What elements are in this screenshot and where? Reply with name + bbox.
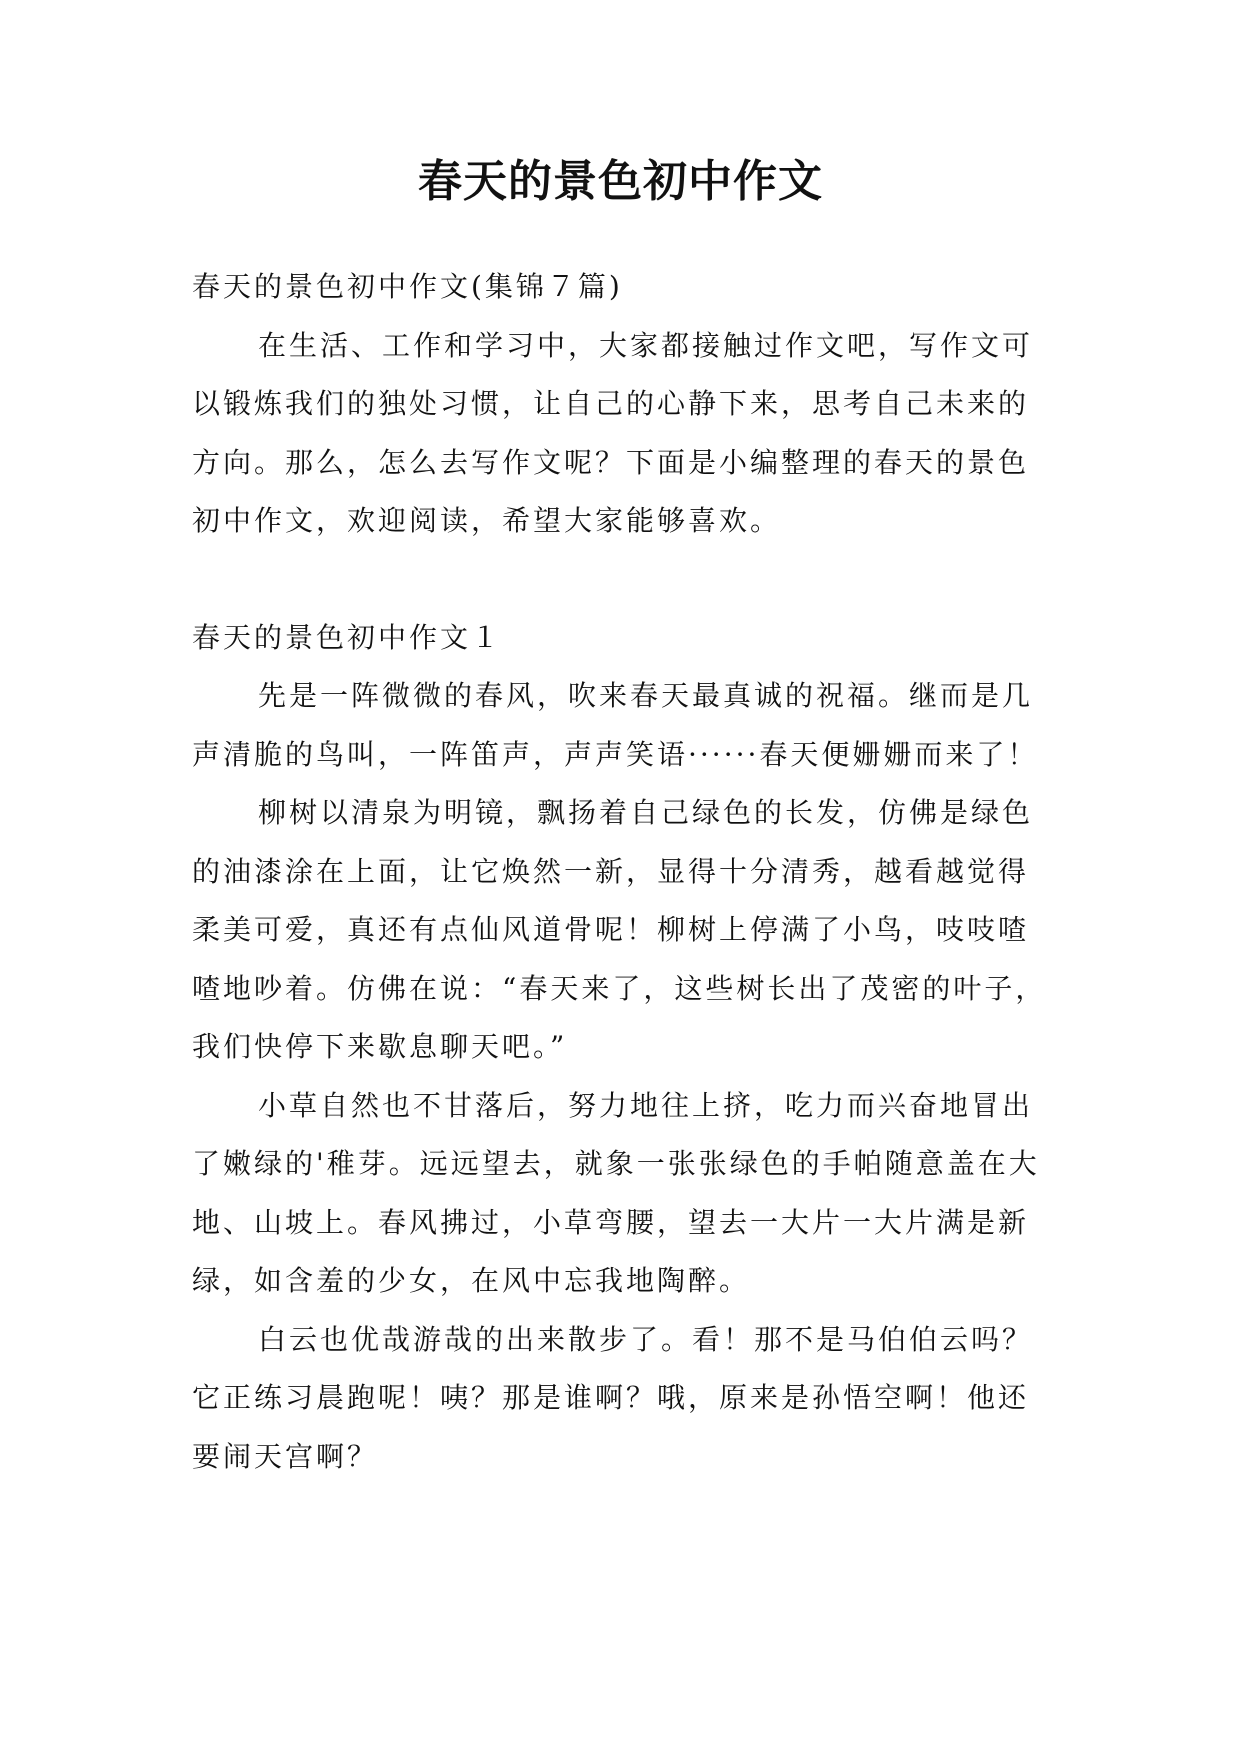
intro-paragraph: 在生活、工作和学习中，大家都接触过作文吧，写作文可以锻炼我们的独处习惯，让自己的心静下来，思考自己未来的方向。那么，怎么去写作文呢？下面是小编整理的春天的景色初中作文，欢迎阅读，希望大家能够喜欢。	[192, 328, 1034, 537]
section-heading: 春天的景色初中作文１	[192, 620, 503, 654]
document-subtitle: 春天的景色初中作文(集锦７篇)	[192, 270, 623, 303]
section-spacer	[192, 551, 1050, 609]
body-paragraph: 柳树以清泉为明镜，飘扬着自己绿色的长发，仿佛是绿色的油漆涂在上面，让它焕然一新，显得十分清秀，越看越觉得柔美可爱，真还有点仙风道骨呢！柳树上停满了小鸟，吱吱喳喳地吵着。仿佛在说：“春天来了，这些树长出了茂密的叶子，我们快停下来歇息聊天吧。”	[192, 796, 1047, 1063]
document-title: 春天的景色初中作文	[418, 156, 823, 207]
body-paragraph: 小草自然也不甘落后，努力地往上挤，吃力而兴奋地冒出了嫩绿的'稚芽。远远望去，就象一张张绿色的手帕随意盖在大地、山坡上。春风拂过，小草弯腰，望去一大片一大片满是新绿，如含羞的少女，在风中忘我地陶醉。	[192, 1088, 1040, 1297]
body-paragraph: 白云也优哉游哉的出来散步了。看！那不是马伯伯云吗？它正练习晨跑呢！咦？那是谁啊？哦，原来是孙悟空啊！他还要闹天宫啊？	[192, 1322, 1034, 1473]
document-body	[192, 258, 1050, 1486]
body-paragraph: 先是一阵微微的春风，吹来春天最真诚的祝福。继而是几声清脆的鸟叫，一阵笛声，声声笑语······春天便姗姗而来了！	[192, 679, 1039, 771]
